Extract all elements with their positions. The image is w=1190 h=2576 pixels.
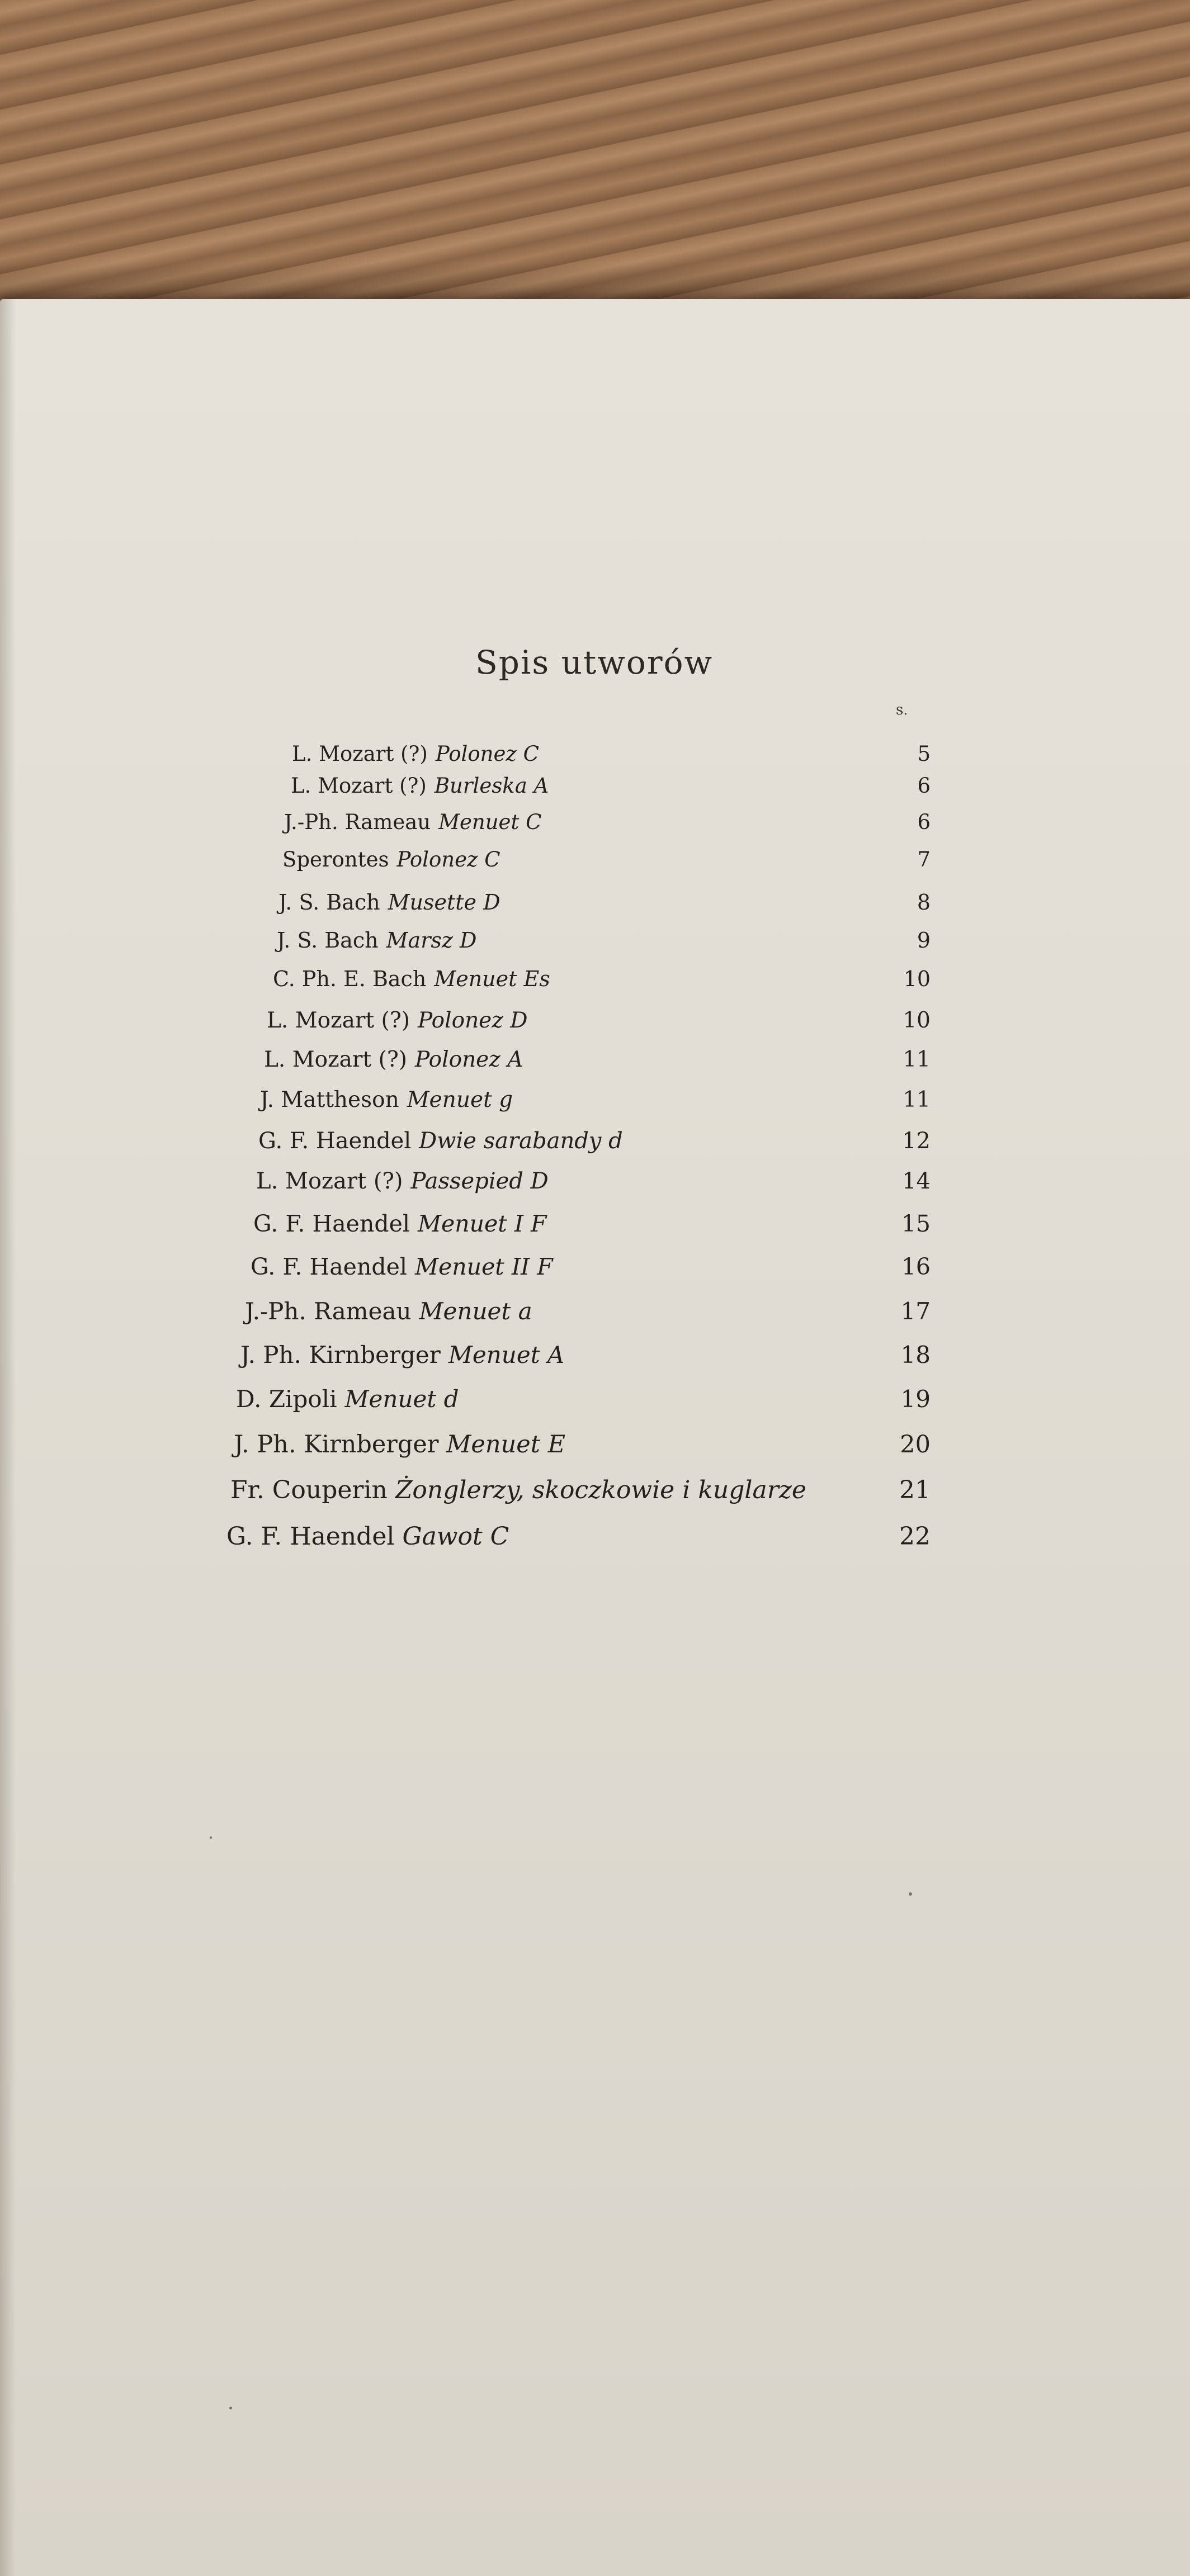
- composer-name: G. F. Haendel: [258, 1128, 412, 1154]
- work-title: Menuet A: [448, 1341, 565, 1368]
- paper-speck: [229, 2407, 232, 2409]
- page-number: 6: [917, 810, 931, 834]
- composer-name: J. Ph. Kirnberger: [240, 1341, 441, 1368]
- page-number: 22: [899, 1522, 931, 1551]
- work-title: Menuet g: [407, 1087, 513, 1112]
- work-title: Menuet C: [438, 810, 542, 834]
- composer-name: J. Ph. Kirnberger: [234, 1431, 439, 1459]
- work-title: Dwie sarabandy d: [419, 1128, 623, 1154]
- composer-name: D. Zipoli: [236, 1385, 337, 1413]
- composer-name: J. S. Bach: [277, 928, 379, 953]
- page-number: 17: [900, 1298, 931, 1325]
- page-number: 11: [903, 1087, 931, 1112]
- toc-entry: [256, 1164, 549, 1199]
- composer-name: L. Mozart (?): [292, 742, 428, 766]
- work-title: Polonez C: [435, 742, 539, 766]
- composer-name: J. Mattheson: [260, 1087, 399, 1112]
- composer-name: J. S. Bach: [278, 890, 380, 915]
- composer-name: L. Mozart (?): [256, 1168, 403, 1194]
- toc-entry: [277, 923, 476, 958]
- page-number: 11: [903, 1047, 931, 1072]
- work-title: Polonez C: [396, 847, 500, 872]
- toc-entry: [258, 1124, 623, 1158]
- toc-entry: [267, 1003, 527, 1038]
- page-title: Spis utworów: [475, 643, 714, 681]
- page-column-label: s.: [896, 702, 908, 718]
- composer-name: C. Ph. E. Bach: [273, 967, 427, 991]
- work-title: Musette D: [388, 890, 500, 915]
- toc-entry: [264, 1043, 523, 1077]
- composer-name: G. F. Haendel: [253, 1210, 410, 1237]
- composer-name: Sperontes: [282, 847, 389, 872]
- page-number: 15: [901, 1210, 931, 1237]
- page-number: 14: [902, 1168, 931, 1194]
- page-number: 20: [900, 1431, 931, 1459]
- page-number: 5: [917, 742, 931, 766]
- toc-entry: [240, 1338, 564, 1372]
- page-number: 12: [902, 1128, 931, 1154]
- work-title: Menuet E: [446, 1431, 566, 1459]
- page-number: 8: [917, 890, 931, 915]
- work-title: Menuet II F: [414, 1253, 553, 1280]
- toc-entry: [253, 1206, 547, 1241]
- toc-entry: [291, 769, 549, 803]
- page-number: 16: [901, 1253, 931, 1280]
- paper-speck: [909, 1892, 912, 1896]
- toc-entry: [234, 1427, 565, 1462]
- work-title: Żonglerzy, skoczkowie i kuglarze: [395, 1476, 806, 1504]
- toc-entry: [260, 1083, 513, 1117]
- page-number: 6: [917, 774, 931, 798]
- page-number: 10: [903, 967, 931, 991]
- toc-entry: [278, 885, 500, 920]
- composer-name: G. F. Haendel: [226, 1522, 395, 1551]
- composer-name: G. F. Haendel: [251, 1253, 407, 1280]
- work-title: Marsz D: [386, 928, 477, 953]
- toc-entry: [273, 962, 550, 996]
- toc-entry: [292, 737, 539, 771]
- work-title: Polonez A: [414, 1047, 523, 1072]
- work-title: Menuet Es: [434, 967, 550, 991]
- page-fold-shadow: [0, 299, 16, 2576]
- work-title: Passepied D: [410, 1168, 549, 1194]
- work-title: Burleska A: [434, 774, 549, 798]
- toc-entry: [284, 805, 541, 840]
- composer-name: L. Mozart (?): [264, 1047, 407, 1072]
- paper-speck: [210, 1836, 212, 1839]
- page-number: 19: [900, 1385, 931, 1413]
- composer-name: J.-Ph. Rameau: [245, 1298, 412, 1325]
- composer-name: L. Mozart (?): [267, 1008, 410, 1033]
- work-title: Polonez D: [417, 1008, 528, 1033]
- toc-entry: [251, 1249, 553, 1284]
- work-title: Menuet d: [344, 1385, 459, 1413]
- toc-entry: [230, 1473, 806, 1508]
- toc-entry: [226, 1519, 509, 1554]
- page-number: 21: [899, 1476, 931, 1504]
- work-title: Menuet I F: [417, 1210, 547, 1237]
- toc-entry: [236, 1382, 459, 1417]
- page-number: 18: [900, 1341, 931, 1368]
- composer-name: J.-Ph. Rameau: [284, 810, 431, 834]
- work-title: Gawot C: [402, 1522, 509, 1551]
- composer-name: L. Mozart (?): [291, 774, 427, 798]
- page-number: 9: [917, 928, 931, 953]
- work-title: Menuet a: [419, 1298, 532, 1325]
- toc-entry: [245, 1294, 532, 1329]
- composer-name: Fr. Couperin: [230, 1476, 388, 1504]
- page-number: 7: [917, 847, 931, 872]
- toc-entry: [282, 842, 500, 877]
- page-number: 10: [903, 1008, 931, 1033]
